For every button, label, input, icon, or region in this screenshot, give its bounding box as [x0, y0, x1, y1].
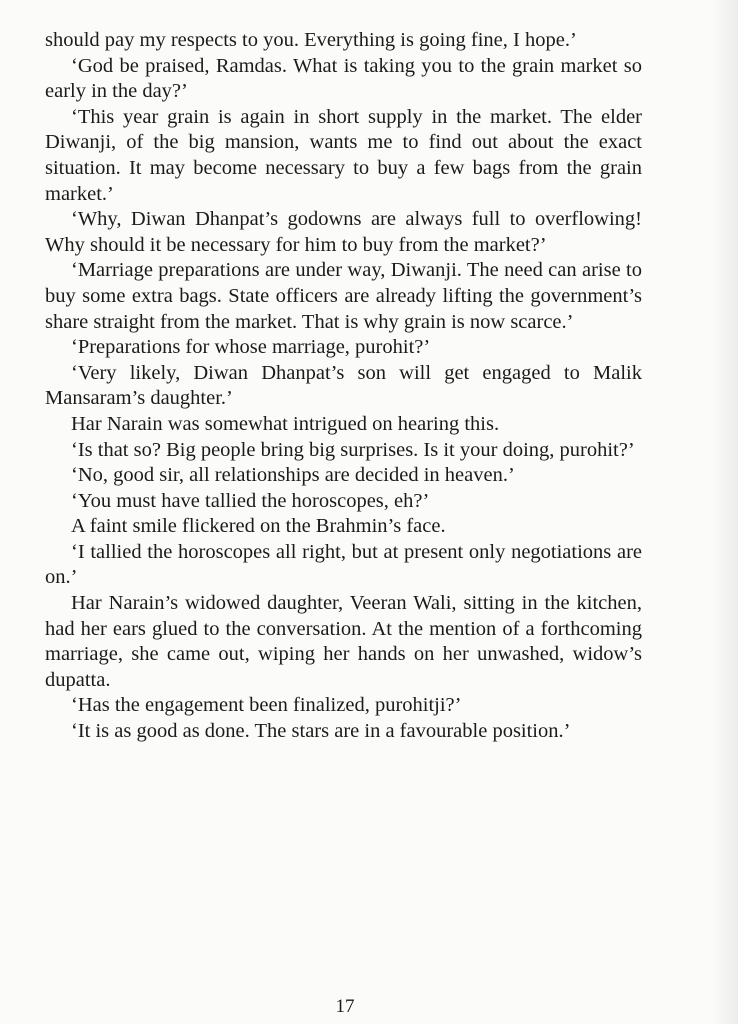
paragraph: ‘Why, Diwan Dhanpat’s godowns are always full to overflowing! Why should it be necessary for him to buy from the market?’: [45, 208, 642, 256]
paragraph: ‘I tallied the horoscopes all right, but at present only negotiations are on.’: [45, 540, 642, 589]
paragraph: ‘It is as good as done. The stars are in a favourable position.’: [71, 720, 571, 743]
paragraph: ‘This year grain is again in short supply in the market. The elder Diwanji, of the big mansion, wants me to find out about the exact situation. It may become necessary to buy a few bags from the grain market.’: [45, 105, 642, 205]
paragraph: ‘No, good sir, all relationships are decided in heaven.’: [71, 464, 515, 487]
paragraph: Har Narain’s widowed daughter, Veeran Wali, sitting in the kitchen, had her ears glued to the conversation. At the mention of a forthcoming marriage, she came out, wiping her hands on her unwashed, widow’s dupatta.: [45, 592, 642, 691]
body-text: [45, 28, 642, 745]
paragraph: ‘Marriage preparations are under way, Diwanji. The need can arise to buy some extra bags. State officers are already lifting the government’s share straight from the market. That is why grain is now scarce.’: [45, 259, 642, 333]
paragraph: ‘Is that so? Big people bring big surprises. Is it your doing, purohit?’: [71, 438, 635, 461]
page-number: 17: [335, 996, 355, 1017]
paragraph: ‘You must have tallied the horoscopes, eh?’: [71, 489, 430, 512]
paragraph: ‘God be praised, Ramdas. What is taking you to the grain market so early in the day?’: [45, 54, 642, 103]
paragraph: should pay my respects to you. Everything is going fine, I hope.’: [45, 29, 577, 51]
paragraph: ‘Very likely, Diwan Dhanpat’s son will get engaged to Malik Mansaram’s daughter.’: [45, 361, 642, 410]
paragraph: ‘Has the engagement been finalized, purohitji?’: [71, 694, 462, 717]
paragraph: Har Narain was somewhat intrigued on hearing this.: [71, 412, 500, 435]
paragraph: ‘Preparations for whose marriage, purohit?’: [71, 336, 431, 359]
paragraph: A faint smile flickered on the Brahmin’s face.: [71, 515, 446, 538]
